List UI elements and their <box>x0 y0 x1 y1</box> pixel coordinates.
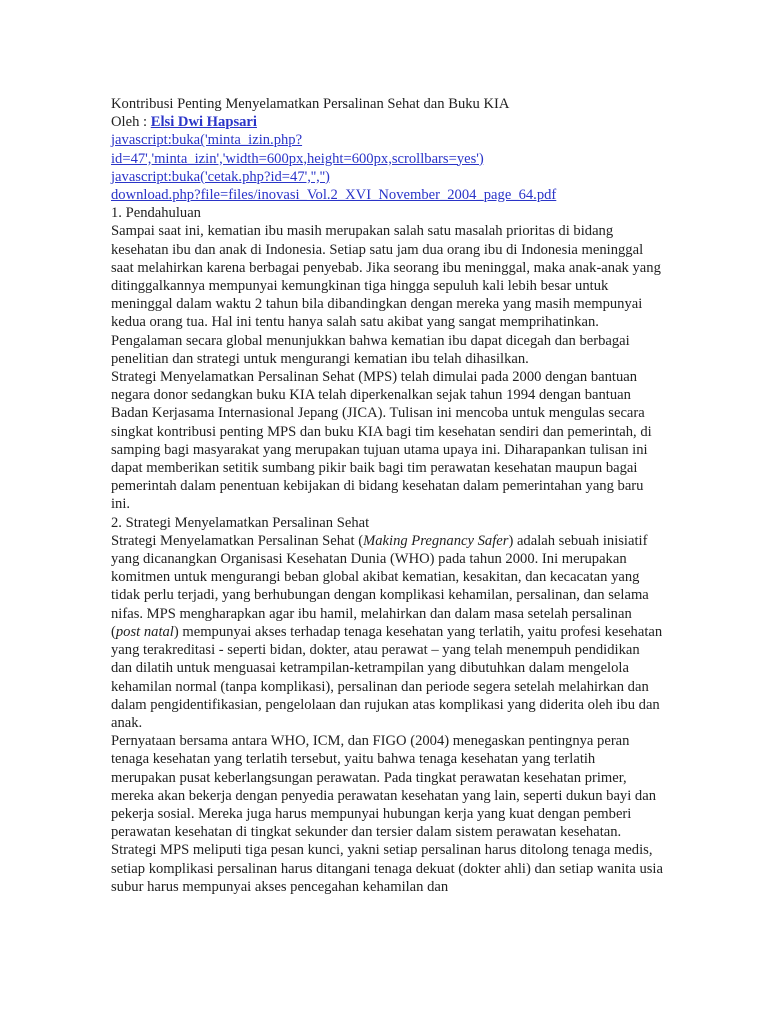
permission-link[interactable] <box>111 131 663 167</box>
download-link-text[interactable]: download.php?file=files/inovasi_Vol.2_XVI_November_2004_page_64.pdf <box>111 187 557 204</box>
print-link-text[interactable]: javascript:buka('cetak.php?id=47','','') <box>111 168 330 185</box>
section-1-paragraph-2: Strategi Menyelamatkan Persalinan Sehat (MPS) telah dimulai pada 2000 dengan bantuan negara donor sedangkan buku KIA telah diperkenalkan sejak tahun 1994 dengan bantuan Badan Kerjasama Internasional Jepang (JICA). Tulisan ini mencoba untuk mengulas secara singkat kontribusi penting MPS dan buku KIA bagi tim kesehatan sendiri dan pemerintah, di samping bagi masyarakat yang merupakan tujuan utama upaya ini. Diharapankan tulisan ini dapat memberikan setitik sumbang pikir baik bagi tim perawatan kesehatan maupun bagai pemerintah dalam penentuan kebijakan di bidang kesehatan dalam pemerintahan yang baru ini. <box>111 369 652 513</box>
section-2-p1-italic-1: Making Pregnancy Safer <box>363 532 509 549</box>
section-2-p1-italic-2: post natal <box>115 623 174 640</box>
byline-prefix: Oleh : <box>111 114 151 131</box>
section-2-paragraph-2: Pernyataan bersama antara WHO, ICM, dan FIGO (2004) menegaskan pentingnya peran tenaga kesehatan yang terlatih tersebut, yaitu bahwa tenaga kesehatan yang terlatih merupakan pusat keberlangsungan perawatan. Pada tingkat perawatan kesehatan primer, mereka akan bekerja dengan penyedia perawatan kesehatan yang lain, seperti dukun bayi dan pekerja sosial. Mereka juga harus mempunyai hubungan kerja yang kuat dengan pemberi perawatan kesehatan di tingkat sekunder dan tersier dalam sistem perawatan kesehatan. Strategi MPS meliputi tiga pesan kunci, yakni setiap persalinan harus ditolong tenaga medis, setiap komplikasi persalinan harus ditangani tenaga dekuat (dokter ahli) dan setiap wanita usia subur harus mempunyai akses pencegahan kehamilan dan <box>111 733 663 895</box>
download-link[interactable] <box>111 186 663 204</box>
section-2-p1-part-b: ) adalah sebuah inisiatif yang dicanangkan Organisasi Kesehatan Dunia (WHO) pada tahun 2000. Ini merupakan komitmen untuk mengurangi beban global akibat kematian, kesakitan, dan kecacatan yang tidak perlu terjadi, yang berhubungan dengan komplikasi kehamilan, persalinan, dan selama nifas. MPS mengharapkan agar ibu hamil, melahirkan dan dalam masa setelah persalinan ( <box>111 532 649 640</box>
document-page <box>111 95 663 896</box>
author-link[interactable]: Elsi Dwi Hapsari <box>150 114 257 131</box>
document-title: Kontribusi Penting Menyelamatkan Persalinan Sehat dan Buku KIA <box>111 96 510 112</box>
byline <box>111 113 663 131</box>
section-1-heading: 1. Pendahuluan <box>111 205 201 222</box>
section-1-paragraph-1: Sampai saat ini, kematian ibu masih merupakan salah satu masalah prioritas di bidang kesehatan ibu dan anak di Indonesia. Setiap satu jam dua orang ibu di Indonesia meninggal saat melahirkan karena berbagai penyebab. Jika seorang ibu meninggal, maka anak-anak yang ditinggalkannya mempunyai kemungkinan tiga hingga sepuluh kali lebih besar untuk meninggal dalam waktu 2 tahun bila dibandingkan dengan mereka yang masih mempunyai kedua orang tua. Hal ini tentu hanya salah satu akibat yang sangat memprihatinkan. Pengalaman secara global menunjukkan bahwa kematian ibu dapat dicegah dan berbagai penelitian dan strategi untuk mengurangi kematian ibu telah dihasilkan. <box>111 223 661 367</box>
section-2-heading: 2. Strategi Menyelamatkan Persalinan Sehat <box>111 514 370 531</box>
permission-link-text[interactable]: javascript:buka('minta_izin.php?id=47','minta_izin','width=600px,height=600px,scrollbars=yes') <box>111 132 484 167</box>
section-2-p1-part-a: Strategi Menyelamatkan Persalinan Sehat ( <box>111 532 364 549</box>
section-2-p1-part-c: ) mempunyai akses terhadap tenaga kesehatan yang terlatih, yaitu profesi kesehatan yang terakreditasi - seperti bidan, dokter, atau perawat – yang telah menempuh pendidikan dan dilatih untuk menguasai ketrampilan-ketrampilan yang dibutuhkan dalam mengelola kehamilan normal (tanpa komplikasi), persalinan dan periode segera setelah melahirkan dan dalam pengidentifikasian, pengelolaan dan rujukan atas komplikasi yang diderita oleh ibu dan anak. <box>111 623 663 731</box>
print-link[interactable] <box>111 168 663 186</box>
section-2-paragraph-1 <box>111 532 663 732</box>
